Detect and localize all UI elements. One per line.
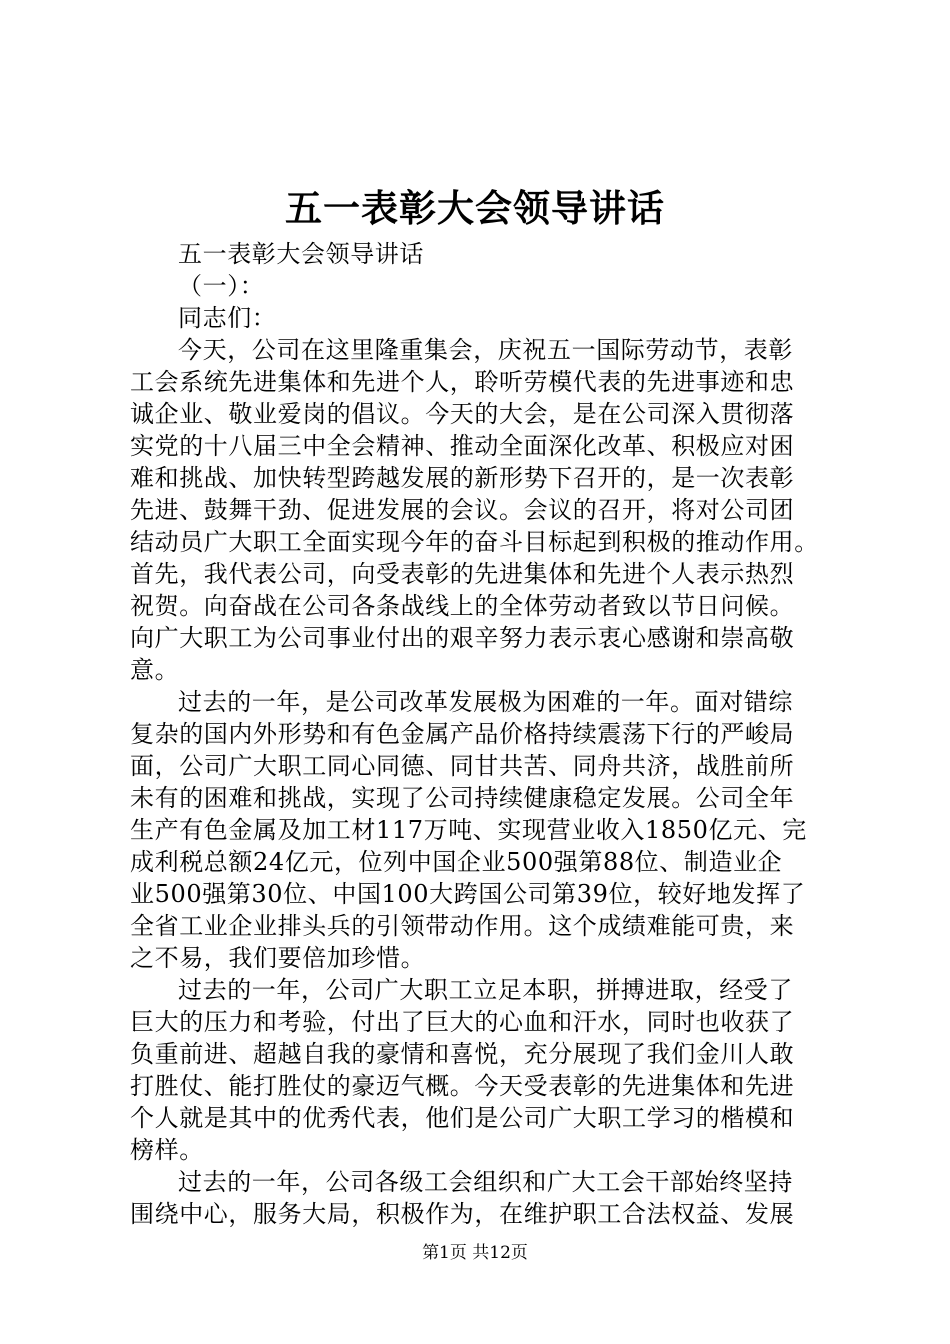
body-line: 工会系统先进集体和先进个人，聆听劳模代表的先进事迹和忠 [130,368,795,396]
body-line: 先进、鼓舞干劲、促进发展的会议。会议的召开，将对公司团 [130,496,795,524]
body-line: 今天，公司在这里隆重集会，庆祝五一国际劳动节，表彰 [178,336,793,364]
document-title: 五一表彰大会领导讲话 [285,186,665,230]
body-line: 结动员广大职工全面实现今年的奋斗目标起到积极的推动作用。 [130,528,819,556]
body-line: 之不易，我们要倍加珍惜。 [130,944,426,972]
body-line: 榜样。 [130,1136,204,1164]
body-line: 全省工业企业排头兵的引领带动作用。这个成绩难能可贵，来 [130,912,795,940]
body-line: 围绕中心，服务大局，积极作为，在维护职工合法权益、发展 [130,1200,795,1228]
body-line: 实党的十八届三中全会精神、推动全面深化改革、积极应对困 [130,432,795,460]
body-line: 巨大的压力和考验，付出了巨大的心血和汗水，同时也收获了 [130,1008,795,1036]
body-line: 难和挑战、加快转型跨越发展的新形势下召开的，是一次表彰 [130,464,795,492]
body-line: 面，公司广大职工同心同德、同甘共苦、同舟共济，战胜前所 [130,752,795,780]
body-line: 复杂的国内外形势和有色金属产品价格持续震荡下行的严峻局 [130,720,795,748]
document-body [130,238,830,1230]
body-line: 打胜仗、能打胜仗的豪迈气概。今天受表彰的先进集体和先进 [130,1072,795,1100]
body-line: 诚企业、敬业爱岗的倡议。今天的大会，是在公司深入贯彻落 [130,400,795,428]
body-line: 个人就是其中的优秀代表，他们是公司广大职工学习的楷模和 [130,1104,795,1132]
body-line: 业500强第30位、中国100大跨国公司第39位，较好地发挥了 [130,880,806,908]
body-line: （一）： [178,272,265,300]
body-line: 过去的一年，是公司改革发展极为困难的一年。面对错综 [178,688,793,716]
body-line: 五一表彰大会领导讲话 [178,240,424,268]
body-line: 成利税总额24亿元，位列中国企业500强第88位、制造业企 [130,848,783,876]
body-line: 祝贺。向奋战在公司各条战线上的全体劳动者致以节日问候。 [130,592,795,620]
body-line: 负重前进、超越自我的豪情和喜悦，充分展现了我们金川人敢 [130,1040,795,1068]
body-line: 首先，我代表公司，向受表彰的先进集体和先进个人表示热烈 [130,560,795,588]
body-line: 过去的一年，公司广大职工立足本职，拼搏进取，经受了 [178,976,793,1004]
body-line: 生产有色金属及加工材117万吨、实现营业收入1850亿元、完 [130,816,807,844]
body-line: 未有的困难和挑战，实现了公司持续健康稳定发展。公司全年 [130,784,795,812]
body-line: 向广大职工为公司事业付出的艰辛努力表示衷心感谢和崇高敬 [130,624,795,652]
body-line: 意。 [130,656,180,684]
page-footer: 第1页 共12页 [422,1243,528,1263]
body-line: 同志们： [178,304,277,332]
body-line: 过去的一年，公司各级工会组织和广大工会干部始终坚持 [178,1168,793,1196]
